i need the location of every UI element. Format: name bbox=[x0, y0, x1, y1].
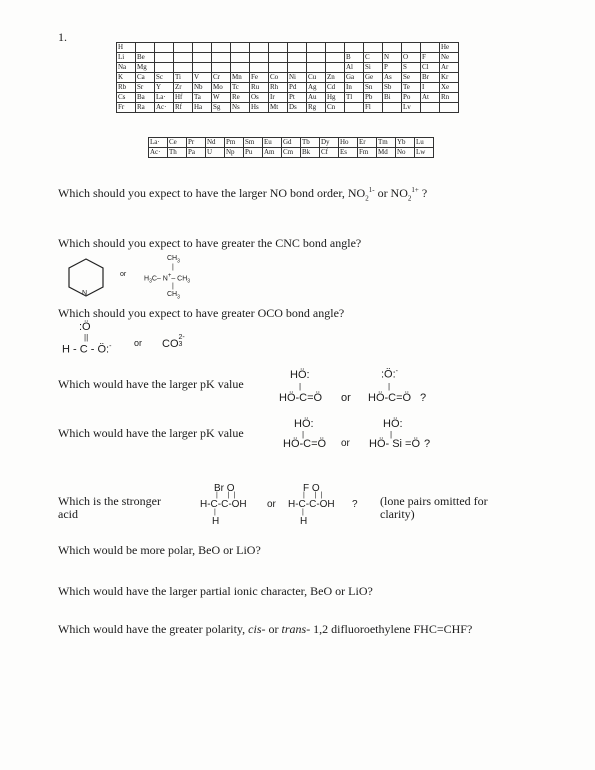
element-cell: Pm bbox=[225, 138, 244, 148]
element-cell: Rn bbox=[440, 93, 459, 103]
element-cell: P bbox=[383, 63, 402, 73]
carbonate-ion: CO2- 3 bbox=[162, 334, 185, 350]
empty-cell bbox=[269, 63, 288, 73]
empty-cell bbox=[155, 53, 174, 63]
element-cell: Cn bbox=[326, 103, 345, 113]
element-cell: Zr bbox=[174, 83, 193, 93]
ch3-top: $CH_3$ bbox=[167, 255, 180, 265]
bond-vertical: | bbox=[302, 430, 305, 439]
question-pk-1: Which would have the larger pK value bbox=[58, 377, 244, 391]
element-cell: Li bbox=[117, 53, 136, 63]
element-cell: Sc bbox=[155, 73, 174, 83]
element-cell: Ni bbox=[288, 73, 307, 83]
question-mark: ? bbox=[420, 392, 427, 404]
element-cell: Nb bbox=[193, 83, 212, 93]
element-cell: Cl bbox=[421, 63, 440, 73]
element-cell: Ag bbox=[307, 83, 326, 93]
element-cell: Mn bbox=[231, 73, 250, 83]
element-cell: I bbox=[421, 83, 440, 93]
element-cell: Ds bbox=[288, 103, 307, 113]
empty-cell bbox=[307, 63, 326, 73]
element-cell: Cr bbox=[212, 73, 231, 83]
element-cell: Ar bbox=[440, 63, 459, 73]
element-cell: W bbox=[212, 93, 231, 103]
element-cell: Tl bbox=[345, 93, 364, 103]
element-cell: Hs bbox=[250, 103, 269, 113]
element-cell: Be bbox=[136, 53, 155, 63]
empty-cell bbox=[250, 43, 269, 53]
bromo-acid-top: Br O bbox=[214, 483, 235, 494]
element-cell: Xe bbox=[440, 83, 459, 93]
element-cell: Sb bbox=[383, 83, 402, 93]
element-cell: Lv bbox=[402, 103, 421, 113]
empty-cell bbox=[212, 43, 231, 53]
empty-cell bbox=[307, 53, 326, 63]
element-cell: Ba bbox=[136, 93, 155, 103]
question-no-bond-order: Which should you expect to have the larger NO bond order, $NO_2^{1-}$ or $NO_2^{1+}$ ? bbox=[58, 186, 428, 203]
element-cell: Co bbox=[269, 73, 288, 83]
element-cell: Y bbox=[155, 83, 174, 93]
empty-cell bbox=[345, 43, 364, 53]
element-cell: F bbox=[421, 53, 440, 63]
note-lone-pairs: (lone pairs omitted for clarity) bbox=[380, 494, 488, 521]
question-stronger-acid: Which is the stronger acid bbox=[58, 494, 161, 521]
question-mark: ? bbox=[424, 438, 431, 450]
tetramethylammonium: $H_3C-$ N+– $CH_3$ bbox=[144, 273, 191, 285]
fluoro-acid-top: F O bbox=[303, 483, 320, 494]
empty-cell bbox=[288, 63, 307, 73]
element-cell: Eu bbox=[263, 138, 282, 148]
question-mark: ? bbox=[352, 499, 358, 510]
bonds: | || bbox=[216, 492, 240, 499]
carbonic-acid-top: HÖ: bbox=[290, 369, 310, 381]
empty-cell bbox=[288, 53, 307, 63]
element-cell: S bbox=[402, 63, 421, 73]
question-oco-angle: Which should you expect to have greater OCO bond angle? bbox=[58, 306, 345, 320]
periodic-row bbox=[149, 148, 434, 158]
element-cell: Tm bbox=[377, 138, 396, 148]
element-cell: C bbox=[364, 53, 383, 63]
element-cell: Md bbox=[377, 148, 396, 158]
element-cell: Th bbox=[168, 148, 187, 158]
formate-o-top: :Ö bbox=[79, 321, 91, 333]
element-cell: Bk bbox=[301, 148, 320, 158]
element-cell: Pb bbox=[364, 93, 383, 103]
question-cnc-angle: Which should you expect to have greater the CNC bond angle? bbox=[58, 236, 362, 250]
element-cell: Rg bbox=[307, 103, 326, 113]
element-cell: Hg bbox=[326, 93, 345, 103]
ch3-bottom: $CH_3$ bbox=[167, 291, 180, 301]
carbonic-acid-top: HÖ: bbox=[294, 418, 314, 430]
element-cell: At bbox=[421, 93, 440, 103]
element-cell: Lw bbox=[415, 148, 434, 158]
empty-cell bbox=[193, 63, 212, 73]
element-cell: Ra bbox=[136, 103, 155, 113]
element-cell: Mg bbox=[136, 63, 155, 73]
periodic-row bbox=[117, 103, 459, 113]
periodic-row bbox=[117, 43, 459, 53]
element-cell: Pu bbox=[244, 148, 263, 158]
element-cell: Sn bbox=[364, 83, 383, 93]
element-cell: Rf bbox=[174, 103, 193, 113]
element-cell: Mo bbox=[212, 83, 231, 93]
or-label: or bbox=[267, 499, 276, 510]
bicarbonate-top: :Ö:- bbox=[381, 368, 399, 381]
element-cell: B bbox=[345, 53, 364, 63]
page-number: 1. bbox=[58, 30, 67, 44]
empty-cell bbox=[269, 43, 288, 53]
element-cell: Fr bbox=[117, 103, 136, 113]
element-cell: Kr bbox=[440, 73, 459, 83]
bond-vertical: | bbox=[302, 509, 304, 516]
element-cell: La· bbox=[149, 138, 168, 148]
element-cell: Nd bbox=[206, 138, 225, 148]
element-cell: Ac· bbox=[149, 148, 168, 158]
question-pk-2: Which would have the larger pK value bbox=[58, 426, 244, 440]
element-cell: Cd bbox=[326, 83, 345, 93]
element-cell: Ga bbox=[345, 73, 364, 83]
element-cell: La· bbox=[155, 93, 174, 103]
empty-cell bbox=[231, 63, 250, 73]
element-cell: Se bbox=[402, 73, 421, 83]
empty-cell bbox=[288, 43, 307, 53]
empty-cell bbox=[326, 43, 345, 53]
element-cell: Au bbox=[307, 93, 326, 103]
bonds: | || bbox=[303, 492, 327, 499]
empty-cell bbox=[440, 103, 459, 113]
periodic-table bbox=[116, 42, 459, 113]
empty-cell bbox=[155, 43, 174, 53]
empty-cell bbox=[383, 103, 402, 113]
element-cell: Yb bbox=[396, 138, 415, 148]
element-cell: As bbox=[383, 73, 402, 83]
element-cell: Pt bbox=[288, 93, 307, 103]
element-cell: Es bbox=[339, 148, 358, 158]
element-cell: Si bbox=[364, 63, 383, 73]
element-cell: Ru bbox=[250, 83, 269, 93]
element-cell: Pr bbox=[187, 138, 206, 148]
element-cell: Ta bbox=[193, 93, 212, 103]
element-cell: No bbox=[396, 148, 415, 158]
carbonic-acid: HÖ-C=Ö bbox=[283, 438, 327, 450]
empty-cell bbox=[155, 63, 174, 73]
element-cell: Tc bbox=[231, 83, 250, 93]
periodic-row bbox=[117, 83, 459, 93]
element-cell: Fm bbox=[358, 148, 377, 158]
element-cell: O bbox=[402, 53, 421, 63]
question-ionic-character: Which would have the larger partial ionic character, BeO or LiO? bbox=[58, 584, 373, 598]
carbonic-acid: HÖ-C=Ö bbox=[279, 392, 323, 404]
element-cell: Dy bbox=[320, 138, 339, 148]
bond-vertical: | bbox=[172, 283, 174, 290]
element-cell: Na bbox=[117, 63, 136, 73]
element-cell: Ge bbox=[364, 73, 383, 83]
element-cell: Sr bbox=[136, 83, 155, 93]
element-cell: H bbox=[117, 43, 136, 53]
empty-cell bbox=[250, 53, 269, 63]
empty-cell bbox=[212, 53, 231, 63]
element-cell: Rb bbox=[117, 83, 136, 93]
element-cell: Br bbox=[421, 73, 440, 83]
element-cell: Bi bbox=[383, 93, 402, 103]
or-label: or bbox=[134, 338, 143, 348]
element-cell: V bbox=[193, 73, 212, 83]
bromo-acid-h: H bbox=[212, 516, 220, 527]
element-cell: In bbox=[345, 83, 364, 93]
bond-vertical: | bbox=[299, 382, 302, 391]
bromoacetic-acid: H-C-C-OH bbox=[200, 499, 247, 510]
element-cell: Cu bbox=[307, 73, 326, 83]
empty-cell bbox=[136, 43, 155, 53]
element-cell: Gd bbox=[282, 138, 301, 148]
periodic-row bbox=[149, 138, 434, 148]
element-cell: Cf bbox=[320, 148, 339, 158]
element-cell: Ti bbox=[174, 73, 193, 83]
empty-cell bbox=[421, 103, 440, 113]
element-cell: Zn bbox=[326, 73, 345, 83]
empty-cell bbox=[212, 63, 231, 73]
element-cell: Os bbox=[250, 93, 269, 103]
question-polar-beo: Which would be more polar, BeO or LiO? bbox=[58, 543, 261, 557]
element-cell: Tb bbox=[301, 138, 320, 148]
empty-cell bbox=[402, 43, 421, 53]
element-cell: Ne bbox=[440, 53, 459, 63]
empty-cell bbox=[231, 43, 250, 53]
empty-cell bbox=[307, 43, 326, 53]
element-cell: Pd bbox=[288, 83, 307, 93]
element-cell: Rh bbox=[269, 83, 288, 93]
element-cell: Ns bbox=[231, 103, 250, 113]
element-cell: Ca bbox=[136, 73, 155, 83]
element-cell: Fl bbox=[364, 103, 383, 113]
element-cell: K bbox=[117, 73, 136, 83]
empty-cell bbox=[193, 43, 212, 53]
empty-cell bbox=[174, 53, 193, 63]
element-cell: Np bbox=[225, 148, 244, 158]
element-cell: Mt bbox=[269, 103, 288, 113]
or-label: or bbox=[341, 438, 350, 449]
element-cell: Re bbox=[231, 93, 250, 103]
bond-vertical: | bbox=[388, 382, 391, 391]
periodic-row bbox=[117, 63, 459, 73]
element-cell: Lu bbox=[415, 138, 434, 148]
element-cell: Sg bbox=[212, 103, 231, 113]
fluoro-acid-h: H bbox=[300, 516, 308, 527]
or-label: or bbox=[341, 392, 351, 404]
element-cell: Er bbox=[358, 138, 377, 148]
empty-cell bbox=[326, 53, 345, 63]
silicic-acid-top: HÖ: bbox=[383, 418, 403, 430]
empty-cell bbox=[174, 43, 193, 53]
bicarbonate: HÖ-C=Ö bbox=[368, 392, 412, 404]
element-cell: U bbox=[206, 148, 225, 158]
double-bond: || bbox=[84, 333, 89, 342]
bond-vertical: | bbox=[172, 264, 174, 271]
empty-cell bbox=[231, 53, 250, 63]
empty-cell bbox=[250, 63, 269, 73]
element-cell: Ha bbox=[193, 103, 212, 113]
element-cell: Fe bbox=[250, 73, 269, 83]
element-cell: Ho bbox=[339, 138, 358, 148]
empty-cell bbox=[193, 53, 212, 63]
formate-ion: H - C - Ö:- bbox=[62, 343, 112, 356]
element-cell: Pa bbox=[187, 148, 206, 158]
element-cell: He bbox=[440, 43, 459, 53]
element-cell: Ir bbox=[269, 93, 288, 103]
element-cell: Cm bbox=[282, 148, 301, 158]
element-cell: Te bbox=[402, 83, 421, 93]
silicic-acid: HÖ- Si =Ö bbox=[369, 438, 421, 450]
element-cell: Am bbox=[263, 148, 282, 158]
periodic-row bbox=[117, 53, 459, 63]
empty-cell bbox=[421, 43, 440, 53]
empty-cell bbox=[174, 63, 193, 73]
fluoroacetic-acid: H-C-C-OH bbox=[288, 499, 335, 510]
question-difluoroethylene: Which would have the greater polarity, cis- or trans- 1,2 difluoroethylene FHC=CHF? bbox=[58, 622, 473, 636]
periodic-table-f-block bbox=[148, 137, 434, 158]
element-cell: Sm bbox=[244, 138, 263, 148]
element-cell: Hf bbox=[174, 93, 193, 103]
empty-cell bbox=[326, 63, 345, 73]
bond-vertical: | bbox=[214, 509, 216, 516]
element-cell: Ac· bbox=[155, 103, 174, 113]
empty-cell bbox=[269, 53, 288, 63]
bond-vertical: | bbox=[390, 430, 393, 439]
empty-cell bbox=[345, 103, 364, 113]
empty-cell bbox=[364, 43, 383, 53]
periodic-row bbox=[117, 73, 459, 83]
periodic-row bbox=[117, 93, 459, 103]
element-cell: Po bbox=[402, 93, 421, 103]
empty-cell bbox=[383, 43, 402, 53]
element-cell: Al bbox=[345, 63, 364, 73]
or-label: or bbox=[120, 271, 127, 278]
ring-n-label: N bbox=[82, 290, 88, 297]
element-cell: N bbox=[383, 53, 402, 63]
element-cell: Cs bbox=[117, 93, 136, 103]
element-cell: Ce bbox=[168, 138, 187, 148]
